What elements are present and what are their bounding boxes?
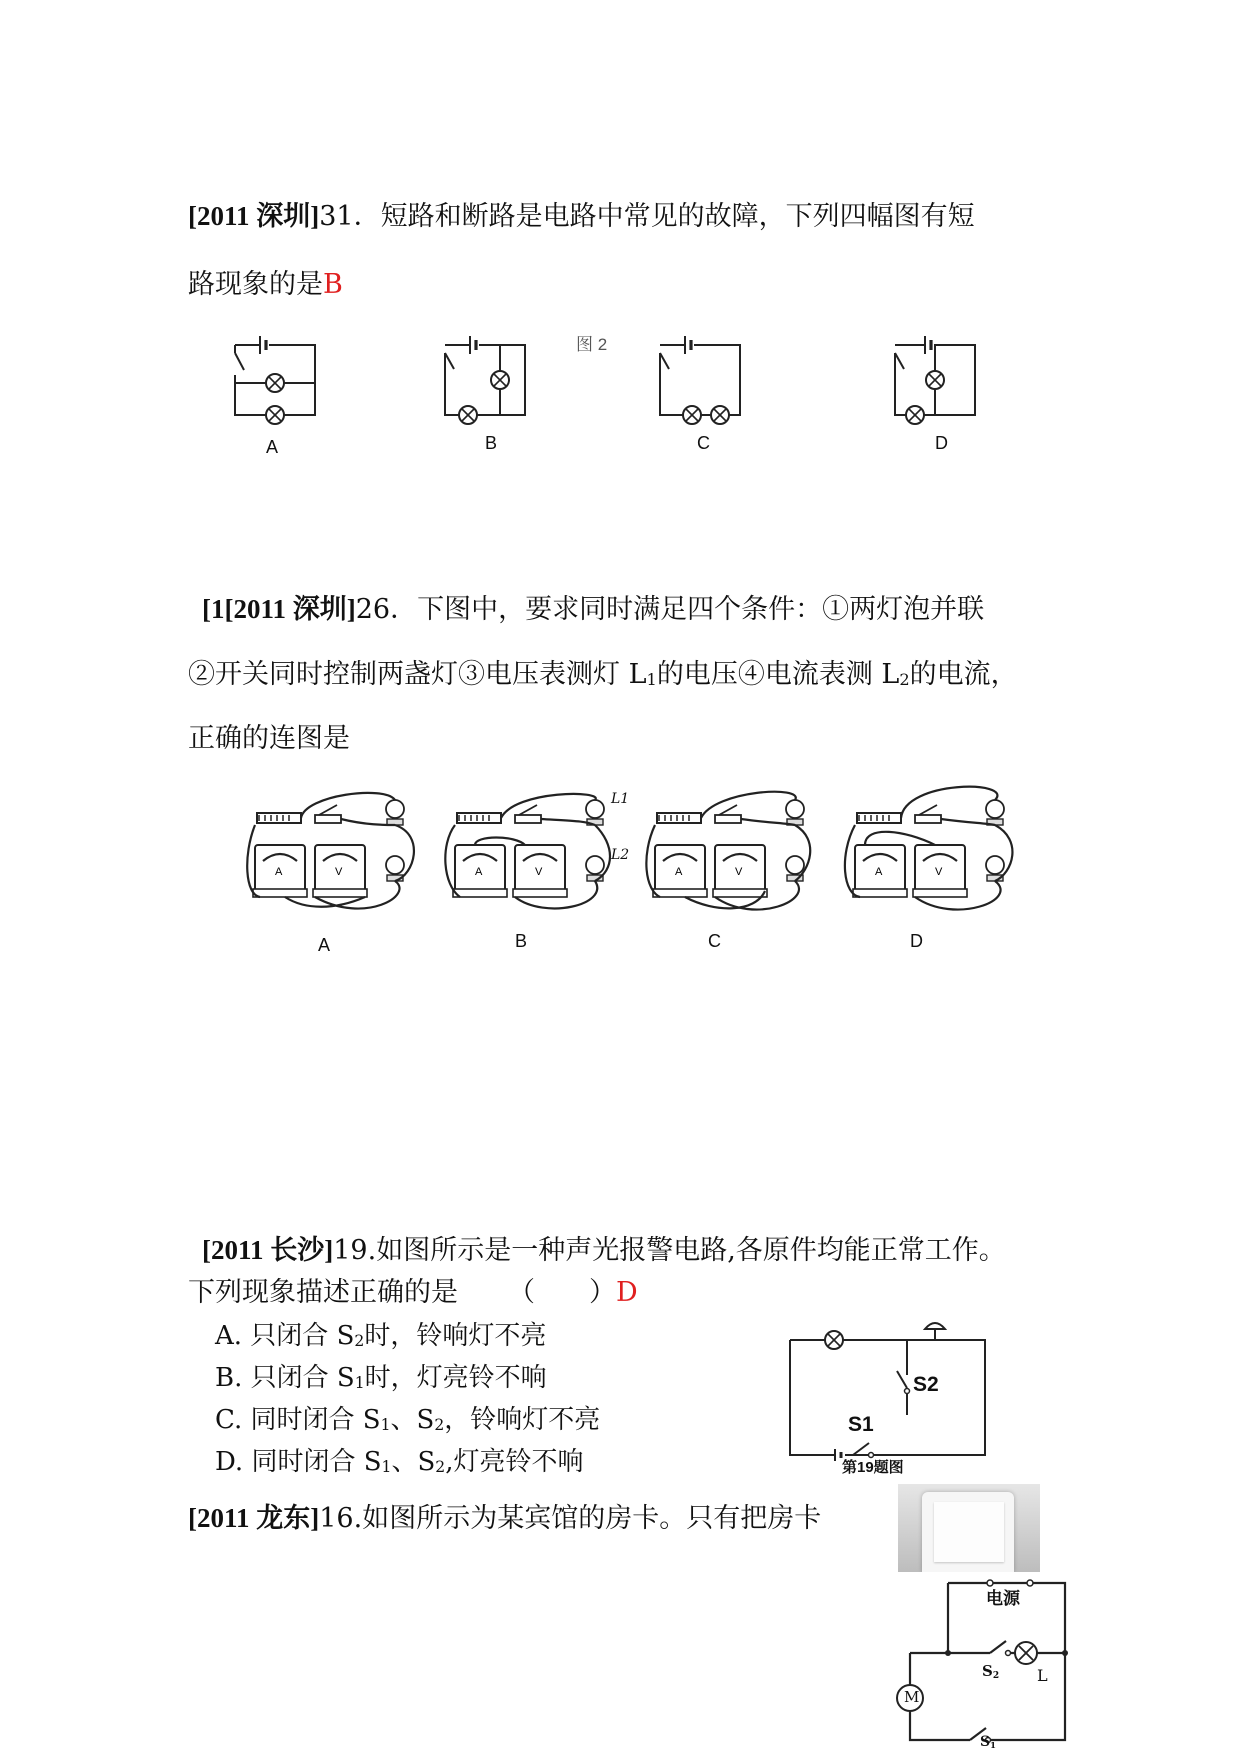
q31-source: [2011 深圳] [188, 201, 320, 231]
q26-line-1 [202, 592, 984, 627]
q16-fig-motor: M [904, 1688, 920, 1706]
q26-text-2c: 的电流， [909, 659, 1018, 690]
q19-fig-s1: S1 [848, 1413, 874, 1436]
q26-sub-1: 1 [646, 670, 657, 689]
q31-line-2 [188, 268, 343, 302]
q26-text-2a: ②开关同时控制两盏灯③电压表测灯 L [188, 659, 647, 690]
q31-line-1 [188, 199, 975, 234]
q26-text-2b: 的电压④电流表测 L [656, 659, 900, 690]
q26-diagram-a [247, 793, 414, 909]
q19-source: [2011 长沙] [202, 1235, 334, 1265]
q19-fig-caption: 第19题图 [842, 1459, 904, 1476]
q26-line-2 [188, 658, 1018, 697]
q31-text-2: 路现象的是 [188, 269, 323, 300]
q31-answer: B [323, 269, 343, 300]
q16-line-1 [188, 1501, 821, 1536]
q16-fig-s2: $S_2$ [982, 1662, 1000, 1681]
q19-blank: （ ） [508, 1277, 616, 1308]
q31-label-c: C [697, 433, 710, 453]
q31-text-1: 31．短路和断路是电路中常见的故障，下列四幅图有短 [319, 201, 975, 232]
q19-line-1 [202, 1233, 1006, 1268]
q19-figure [785, 1315, 995, 1475]
q19-option-b: B. 只闭合 $S_1$时，灯亮铃不响 [215, 1363, 547, 1393]
q16-text-1: 16.如图所示为某宾馆的房卡。只有把房卡 [319, 1503, 822, 1534]
q26-label-c: C [708, 931, 721, 951]
q26-diagram-d [845, 787, 1013, 910]
q26-diagram-c [646, 792, 810, 910]
q31-circuit-a [235, 336, 315, 424]
q31-circuit-b [445, 336, 525, 424]
q26-bulb1-label: L1 [611, 791, 630, 807]
q19-answer: D [616, 1277, 638, 1308]
q26-line-3: 正确的连图是 [188, 723, 350, 754]
q16-source: [2011 龙东] [188, 1503, 320, 1533]
q19-option-c: C. 同时闭合 $S_1$、$S_2$，铃响灯不亮 [215, 1405, 601, 1435]
q31-circuit-c [660, 336, 740, 424]
q26-sub-2: 2 [899, 670, 910, 689]
q26-text-1: 26．下图中，要求同时满足四个条件：①两灯泡并联 [355, 594, 985, 625]
q16-fig-s1: $S_1$ [980, 1734, 996, 1750]
q16-room-card-photo [898, 1484, 1040, 1572]
q26-figure [245, 785, 1035, 930]
q31-overlay-caption: 图 2 [576, 335, 608, 354]
q19-text-2: 下列现象描述正确的是 [188, 1277, 458, 1308]
q19-option-a: A. 只闭合 $S_2$时，铃响灯不亮 [215, 1321, 547, 1351]
q26-bulb2-label: L2 [611, 847, 630, 863]
q26-source: [1[2011 深圳] [202, 594, 356, 624]
q19-fig-s2: S2 [913, 1373, 939, 1396]
q26-diagram-b [445, 794, 610, 909]
q26-label-d: D [910, 931, 923, 951]
q16-fig-lamp: L [1037, 1666, 1048, 1685]
q19-line-2 [188, 1276, 638, 1310]
q26-label-b: B [515, 931, 528, 951]
q19-option-d: D. 同时闭合 $S_1$、$S_2$,灯亮铃不响 [215, 1447, 584, 1477]
q31-label-d: D [935, 433, 948, 453]
q16-fig-power: 电源 [986, 1589, 1020, 1609]
q26-label-a: A [318, 935, 331, 955]
q31-label-a: A [266, 437, 279, 457]
q31-label-b: B [485, 433, 498, 453]
q19-text-1: 19.如图所示是一种声光报警电路,各原件均能正常工作。 [333, 1235, 1006, 1266]
